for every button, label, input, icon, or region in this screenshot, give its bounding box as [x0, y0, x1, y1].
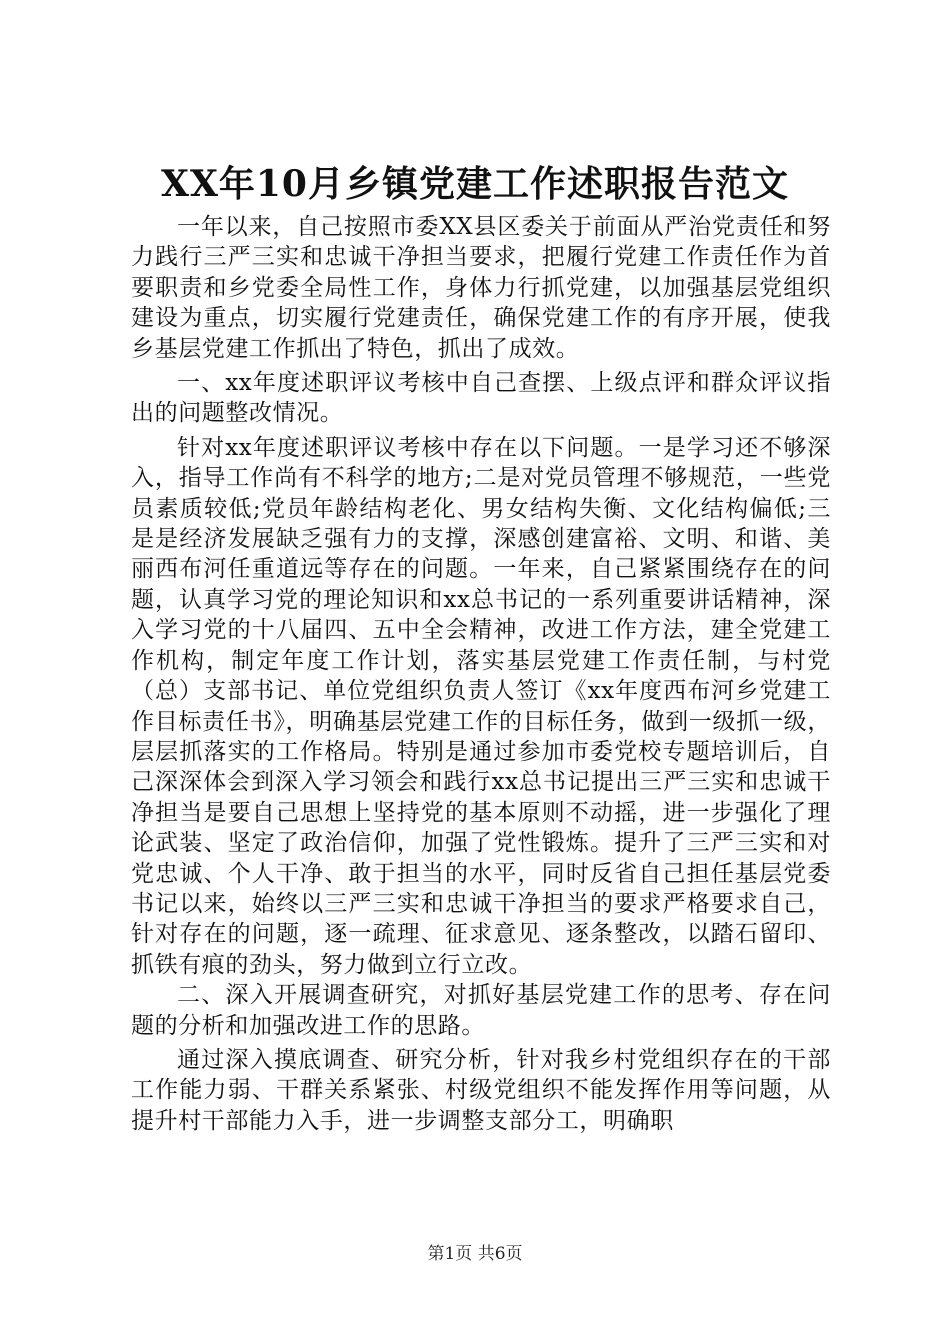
paragraph-section-1: 针对xx年度述职评议考核中存在以下问题。一是学习还不够深入，指导工作尚有不科学的地方;二是对党员管理不够规范，一些党员素质较低;党员年龄结构老化、男女结构失衡、文化结构偏低;三是是经济发展缺乏强有力的支撑，深感创建富裕、文明、和谐、美丽西布河任重道远等存在的问题。一年来，自己紧紧围绕存在的问题，认真学习党的理论知识和xx总书记的一系列重要讲话精神，深入学习党的十八届四、五中全会精神，改进工作方法，建全党建工作机构，制定年度工作计划，落实基层党建工作责任制，与村党（总）支部书记、单位党组织负责人签订《xx年度西布河乡党建工作目标责任书》，明确基层党建工作的目标任务，做到一级抓一级，层层抓落实的工作格局。特别是通过参加市委党校专题培训后，自己深深体会到深入学习领会和践行xx总书记提出三严三实和忠诚干净担当是要自己思想上坚持党的基本原则不动摇，进一步强化了理论武装、坚定了政治信仰，加强了党性锻炼。提升了三严三实和对党忠诚、个人干净、敢于担当的水平，同时反省自己担任基层党委书记以来，始终以三严三实和忠诚干净担当的要求严格要求自己，针对存在的问题，逐一疏理、征求意见、逐条整改，以踏石留印、抓铁有痕的劲头，努力做到立行立改。 — [131, 434, 831, 978]
page-footer: 第1页 共6页 — [427, 1244, 523, 1264]
section-heading-2: 二、深入开展调查研究，对抓好基层党建工作的思考、存在问题的分析和加强改进工作的思路。 — [131, 982, 831, 1039]
document-body — [131, 212, 831, 1136]
paragraph-intro: 一年以来，自己按照市委XX县区委关于前面从严治党责任和努力践行三严三实和忠诚干净担当要求，把履行党建工作责任作为首要职责和乡党委全局性工作，身体力行抓党建，以加强基层党组织建设为重点，切实履行党建责任，确保党建工作的有序开展，使我乡基层党建工作抓出了特色，抓出了成效。 — [131, 214, 831, 362]
section-heading-1: 一、xx年度述职评议考核中自己查摆、上级点评和群众评议指出的问题整改情况。 — [131, 370, 831, 427]
paragraph-section-2: 通过深入摸底调查、研究分析，针对我乡村党组织存在的干部工作能力弱、干群关系紧张、村级党组织不能发挥作用等问题，从提升村干部能力入手，进一步调整支部分工，明确职 — [131, 1046, 831, 1134]
document-title: XX年10月乡镇党建工作述职报告范文 — [161, 163, 789, 205]
